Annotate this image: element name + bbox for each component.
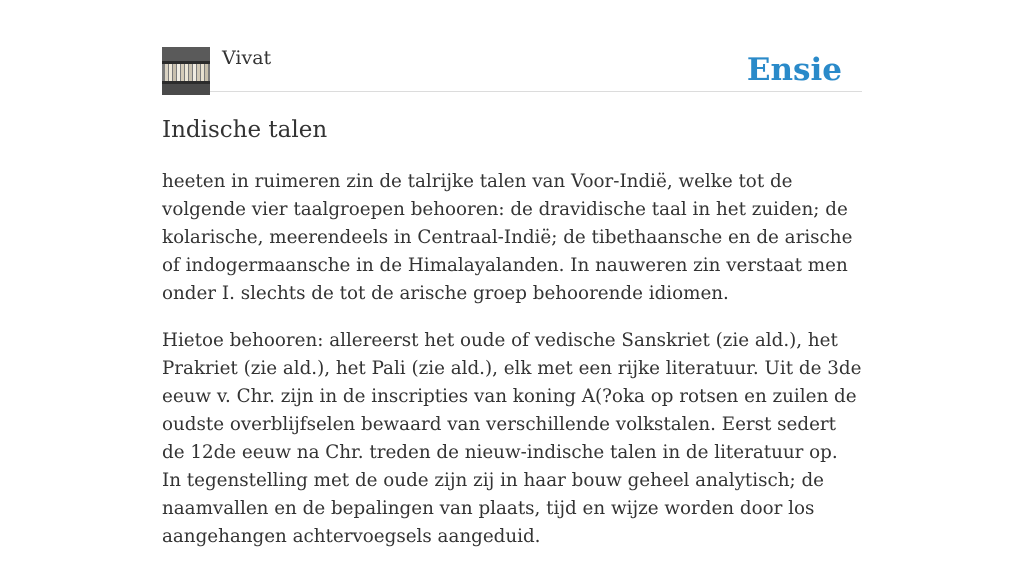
paragraph: Hietoe behooren: allereerst het oude of vedische Sanskriet (zie ald.), het Prakriet (zie ald.), het Pali (zie ald.), elk met een rijke literatuur. Uit de 3de eeuw v. Chr. zijn in de inscripties van koning A(?oka op rotsen en zuilen de oudste overblijfselen bewaard van verschillende volkstalen. Eerst sedert de 12de eeuw na Chr. treden de nieuw-indische talen in de literatuur op. In tegenstelling met de oude zijn zij in haar bouw geheel analytisch; de naamvallen en de bepalingen van plaats, tijd en wijze worden door los aangehangen achtervoegsels aangeduid. — [162, 330, 862, 547]
paragraph: heeten in ruimeren zin de talrijke talen van Voor-Indië, welke tot de volgende vier taalgroepen behooren: de dravidische taal in het zuiden; de kolarische, meerendeels in Centraal-Indië; de tibethaansche en de arische of indogermaansche in de Himalayalanden. In nauweren zin verstaat men onder I. slechts de tot de arische groep behoorende idiomen. — [162, 171, 853, 304]
header — [162, 46, 862, 92]
bookshelf-avatar-icon[interactable] — [162, 47, 210, 95]
article-body — [162, 168, 862, 570]
author-name[interactable]: Vivat — [222, 47, 272, 69]
page-title: Indische talen — [162, 117, 328, 143]
brand-logo[interactable]: Ensie — [746, 52, 842, 88]
